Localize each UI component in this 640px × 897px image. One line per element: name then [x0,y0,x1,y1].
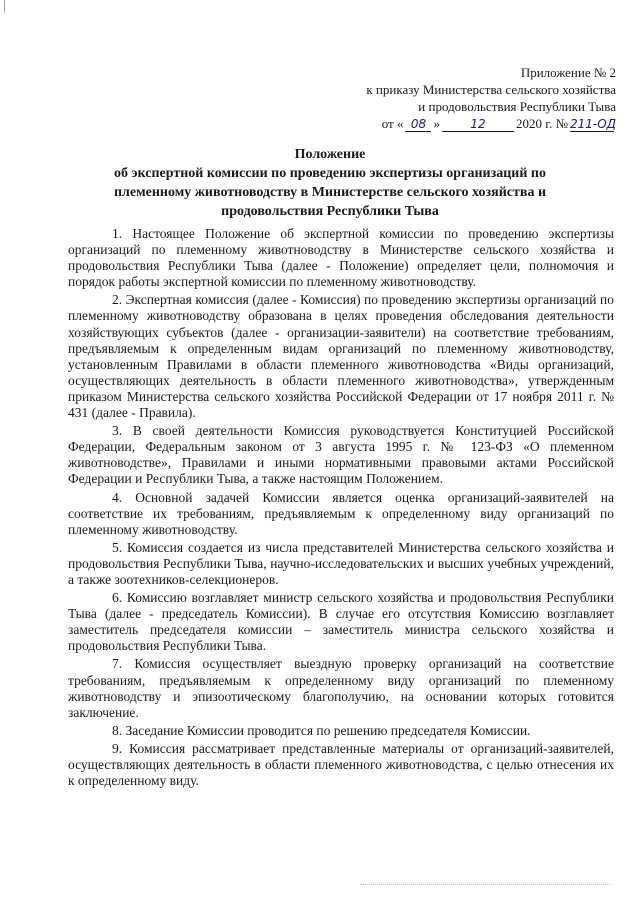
title-line-3: племенному животноводству в Министерстве сельского хозяйства и [113,185,547,200]
order-number-blank [570,117,617,132]
paragraph-3: 3. В своей деятельности Комиссия руководствуется Конституцией Российской Федерации, Федеральным законом от 3 августа 1995 г. № 123-ФЗ «О племенном животноводстве», Правилами и иными нормативными правовыми актами Российской Федерации и Республики Тыва, а также настоящим Положением. [68,423,614,487]
date-prefix: от « [381,116,404,131]
title-line-2: об экспертной комиссии по проведению экспертизы организаций по [114,166,546,181]
date-between: » [433,116,440,131]
order-date-line [286,115,616,132]
paragraph-5: 5. Комиссия создается из числа представителей Министерства сельского хозяйства и продовольствия Республики Тыва, научно-исследовательских и высших учебных учреждений, а также зоотехников-селекционеров. [68,539,614,587]
date-month-blank [442,117,514,132]
appendix-label: Приложение № 2 [520,65,616,80]
paragraph-6: 6. Комиссию возглавляет министр сельского хозяйства и продовольствия Республики Тыва (далее - председатель Комиссии). В случае его отсутствия Комиссию возглавляет заместитель председателя комиссии – заместитель министра сельского хозяйства и продовольствия Республики Тыва. [68,590,614,654]
year-and-number-label: 2020 г. № [515,116,568,131]
handwritten-order-number: 211-ОД [570,117,617,131]
paragraph-8: 8. Заседание Комиссии проводится по решению председателя Комиссии. [112,722,531,738]
scan-edge-mark [4,0,5,12]
date-day-blank [405,117,431,132]
paragraph-2: 2. Экспертная комиссия (далее - Комиссия) по проведению экспертизы организаций по племенному животноводству образована в целях проведения обследования деятельности хозяйствующих субъектов (далее - организации-заявители) на соответствие требованиям, предъявляемым к определенным видам организаций по племенному животноводству, установленным Правилами в области племенного животноводства «Виды организаций, осуществляющих деятельность в области племенного животноводства», утвержденным приказом Министерства сельского хозяйства Российской Федерации от 17 ноября 2011 г. № 431 (далее - Правила). [68,292,614,421]
paragraph-4: 4. Основной задачей Комиссии является оценка организаций-заявителей на соответствие их требованиям, предъявляемым к определенному виду организаций по племенному животноводству. [68,489,614,537]
paragraph-7: 7. Комиссия осуществляет выездную проверку организаций на соответствие требованиям, предъявляемым к определенному виду организаций по племенному животноводству и эпизоотическому благополучию, на основании которых готовится заключение. [68,656,614,720]
paragraph-1: 1. Настоящее Положение об экспертной комиссии по проведению экспертизы организаций по племенному животноводству в Министерстве сельского хозяйства и продовольствия Республики Тыва (далее - Положение) определяет цели, полномочия и порядок работы экспертной комиссии по племенному животноводству. [68,226,614,290]
title-line-1: Положение [294,147,366,162]
title-line-4: продовольствия Республики Тыва [221,204,439,219]
handwritten-day: 08 [410,117,427,131]
footer-dotted-rule [360,884,610,885]
document-title [90,145,570,221]
ministry-name: и продовольствия Республики Тыва [418,99,616,114]
order-reference: к приказу Министерства сельского хозяйства [366,82,616,97]
handwritten-month: 12 [470,117,486,131]
approval-block [286,64,616,132]
document-body [68,226,614,789]
paragraph-9: 9. Комиссия рассматривает представленные материалы от организаций-заявителей, осуществляющих деятельность в области племенного животноводства, с целью отнесения их к определенному виду. [68,740,614,789]
